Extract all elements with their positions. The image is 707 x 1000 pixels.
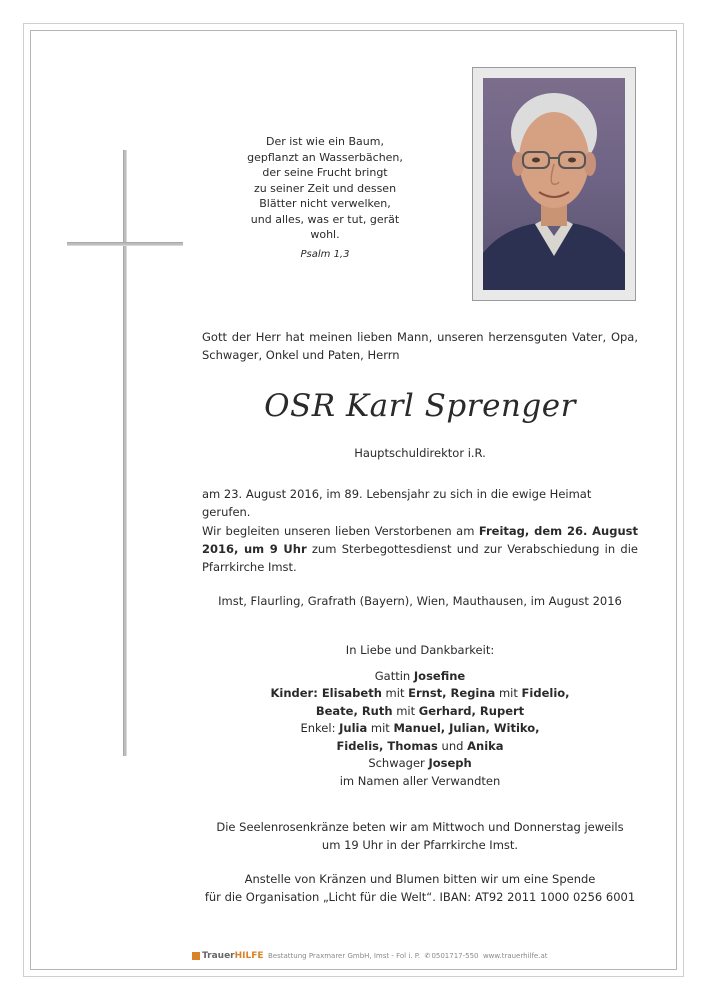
mourner-relatives: im Namen aller Verwandten xyxy=(339,773,501,788)
trauerhilfe-logo-icon xyxy=(192,952,200,960)
mourner-line xyxy=(202,755,638,773)
mourner-label: Enkel: xyxy=(300,721,340,735)
death-notice: am 23. August 2016, im 89. Lebensjahr zu sich in die ewige Heimat gerufen. xyxy=(202,487,592,519)
donation-line: für die Organisation „Licht für die Welt“. IBAN: AT92 2011 1000 0256 6001 xyxy=(204,890,636,904)
deceased-title: Hauptschuldirektor i.R. xyxy=(354,446,486,460)
funeral-date: Freitag, dem 26. August 2016, um 9 Uhr xyxy=(202,524,639,556)
mourner-conj: und xyxy=(437,738,468,753)
mourner-label: Gattin xyxy=(374,668,414,683)
deceased-name: OSR Karl Sprenger xyxy=(264,388,576,424)
mourner-line xyxy=(202,668,638,686)
donation-line: Anstelle von Kränzen und Blumen bitten wir um eine Spende xyxy=(244,872,596,886)
mourner-conj: mit xyxy=(367,721,394,735)
verse-source: Psalm 1,3 xyxy=(300,248,350,260)
mourner-name: Beate, Ruth xyxy=(315,703,393,718)
verse-line: gepflanzt an Wasserbächen, xyxy=(247,150,403,164)
rosary-line: um 19 Uhr in der Pfarrkirche Imst. xyxy=(321,838,519,852)
footer-url[interactable]: www.trauerhilfe.at xyxy=(482,952,548,960)
mourner-name: Anika xyxy=(467,738,504,753)
psalm-verse xyxy=(240,134,410,262)
footer xyxy=(192,951,592,961)
portrait-photo xyxy=(483,78,625,290)
brand-name: Trauer xyxy=(202,951,235,961)
funeral-notice xyxy=(202,522,638,576)
verse-line: Blätter nicht verwelken, xyxy=(259,197,391,210)
mourner-conj: mit xyxy=(392,703,419,718)
mourner-name: Elisabeth xyxy=(321,686,382,700)
rosary-line: Die Seelenrosenkränze beten wir am Mittwoch und Donnerstag jeweils xyxy=(216,820,624,834)
portrait-frame xyxy=(472,67,636,301)
places-line: Imst, Flaurling, Grafrath (Bayern), Wien, Mauthausen, im August 2016 xyxy=(218,594,622,608)
spacer xyxy=(202,660,638,668)
mourner-name: Julia xyxy=(339,721,368,735)
intro-text: Gott der Herr hat meinen lieben Mann, unseren herzensguten Vater, Opa, Schwager, Onkel und Paten, Herrn xyxy=(202,330,638,362)
mourners-heading: In Liebe und Dankbarkeit: xyxy=(345,643,495,657)
mourner-line xyxy=(202,685,638,703)
mourner-name: Ernst, Regina xyxy=(408,686,496,700)
cross-icon-horizontal xyxy=(67,242,183,246)
phone-icon: ✆ xyxy=(424,952,431,960)
mourner-label: Schwager xyxy=(368,756,429,770)
funeral-text: Wir begleiten unseren lieben Verstorbenen am xyxy=(202,524,479,538)
verse-line: der seine Frucht bringt xyxy=(262,166,388,179)
mourner-name: Joseph xyxy=(428,756,472,770)
mourner-line xyxy=(202,720,638,738)
footer-company: Bestattung Praxmarer GmbH, Imst - Fol i. P. xyxy=(268,952,421,960)
mourner-conj: mit xyxy=(381,686,409,700)
mourner-line xyxy=(202,738,638,756)
mourner-line xyxy=(202,703,638,721)
mourner-conj: mit xyxy=(495,686,522,700)
cross-icon-vertical xyxy=(123,150,127,756)
donation-notice xyxy=(172,870,668,906)
mourners-block xyxy=(202,642,638,790)
funeral-text: zum Sterbegottesdienst und zur Verabschiedung in die Pfarrkirche Imst. xyxy=(202,542,638,574)
footer-phone: 0501717-550 xyxy=(431,952,479,960)
portrait-illustration xyxy=(483,78,625,290)
mourner-name: Manuel, Julian, Witiko, xyxy=(393,721,540,735)
mourner-name: Gerhard, Rupert xyxy=(418,703,525,718)
verse-line: und alles, was er tut, gerät wohl. xyxy=(250,212,400,241)
verse-line: Der ist wie ein Baum, xyxy=(266,135,384,148)
verse-line: zu seiner Zeit und dessen xyxy=(253,181,397,195)
mourner-label: Kinder: xyxy=(270,686,322,700)
brand-name-accent: HILFE xyxy=(234,951,264,961)
mourner-name: Josefine xyxy=(413,668,466,683)
mourner-name: Fidelis, Thomas xyxy=(336,738,438,753)
rosary-notice xyxy=(202,818,638,854)
mourner-name: Fidelio, xyxy=(521,686,570,700)
